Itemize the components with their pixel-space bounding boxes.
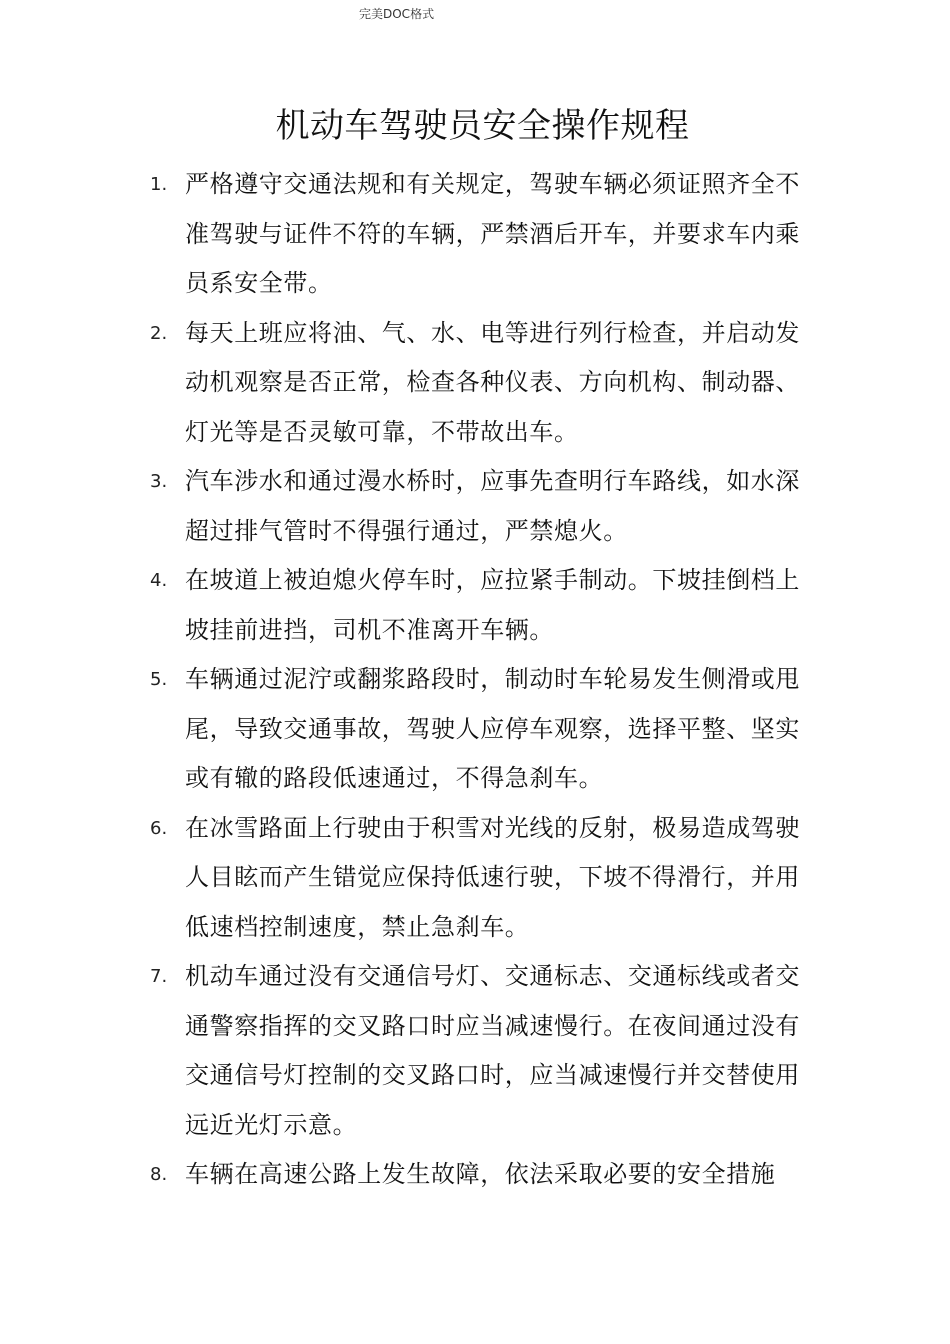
rule-text: 汽车涉水和通过漫水桥时，应事先查明行车路线，如水深超过排气管时不得强行通过，严禁熄火。	[185, 467, 800, 545]
rule-text: 车辆通过泥泞或翻浆路段时，制动时车轮易发生侧滑或甩尾，导致交通事故，驾驶人应停车观察，选择平整、坚实或有辙的路段低速通过，不得急刹车。	[185, 665, 800, 792]
rule-item-3	[146, 457, 806, 556]
rule-number: 8.	[150, 1164, 168, 1185]
rule-item-8	[146, 1150, 806, 1200]
rule-item-4	[146, 556, 806, 655]
rule-text: 车辆在高速公路上发生故障，依法采取必要的安全措施	[185, 1160, 776, 1188]
rule-number: 1.	[150, 174, 168, 195]
rule-text: 在坡道上被迫熄火停车时，应拉紧手制动。下坡挂倒档上坡挂前进挡，司机不准离开车辆。	[185, 566, 800, 644]
rule-number: 7.	[150, 966, 168, 987]
rule-item-7	[146, 952, 806, 1150]
rule-text: 机动车通过没有交通信号灯、交通标志、交通标线或者交通警察指挥的交叉路口时应当减速慢行。在夜间通过没有交通信号灯控制的交叉路口时，应当减速慢行并交替使用远近光灯示意。	[185, 962, 800, 1139]
rule-number: 5.	[150, 669, 168, 690]
header-note: 完美DOC格式	[359, 7, 435, 21]
rule-text: 每天上班应将油、气、水、电等进行列行检查，并启动发动机观察是否正常，检查各种仪表、方向机构、制动器、灯光等是否灵敏可靠，不带故出车。	[185, 318, 800, 446]
rule-number: 6.	[150, 817, 168, 839]
rule-item-5	[146, 655, 806, 804]
rules-list	[146, 160, 806, 1200]
rule-text: 在冰雪路面上行驶由于积雪对光线的反射，极易造成驾驶人目眩而产生错觉应保持低速行驶，下坡不得滑行，并用低速档控制速度，禁止急刹车。	[185, 813, 800, 941]
rule-item-6	[146, 804, 806, 953]
document-title: 机动车驾驶员安全操作规程	[275, 106, 690, 146]
rule-text: 严格遵守交通法规和有关规定，驾驶车辆必须证照齐全不准驾驶与证件不符的车辆，严禁酒后开车，并要求车内乘员系安全带。	[185, 170, 800, 297]
rule-number: 2.	[150, 322, 168, 344]
rule-number: 3.	[150, 471, 168, 492]
rule-number: 4.	[150, 570, 168, 591]
rule-item-1	[146, 160, 806, 309]
rule-item-2	[146, 309, 806, 458]
